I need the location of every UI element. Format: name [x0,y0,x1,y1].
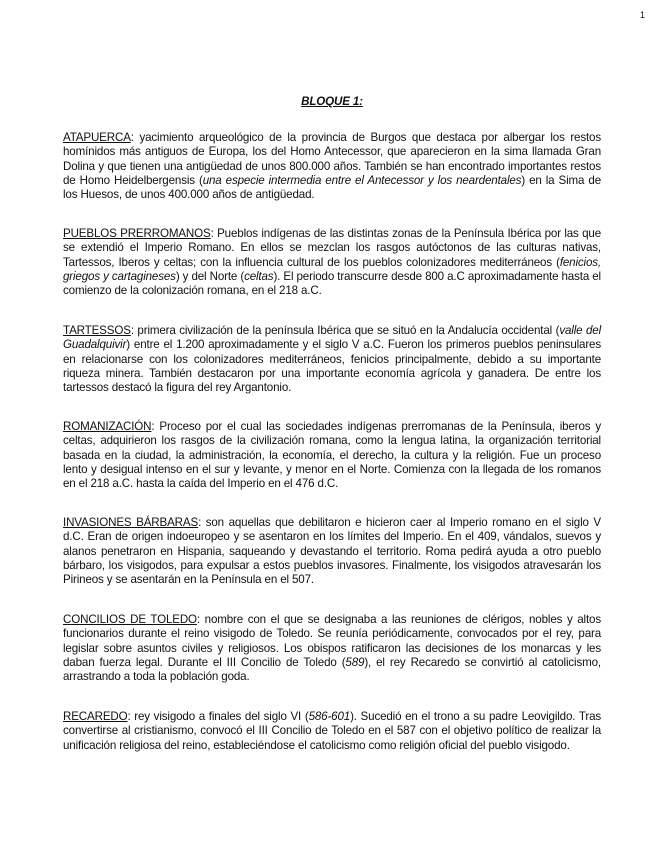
entry-italic-text: valle del Guadalquivir [63,324,601,352]
page-title: BLOQUE 1: [301,95,363,108]
entry-text: ), el rey Recaredo se convirtió al catolicismo, arrastrando a toda la población goda. [63,655,602,684]
entry-italic-text: celtas [244,269,274,283]
entry-tartessos [63,324,601,395]
entry-term: RECAREDO [63,710,128,723]
entry-italic-text: una especie intermedia entre el Antecessor y los neardentales [202,173,522,187]
entry-italic-text: 586-601 [308,710,351,723]
entry-text: ) y del Norte ( [175,269,245,283]
entry-text: ). Sucedió en el trono a su padre Leovigildo. Tras convertirse al cristianismo, convocó el III Concilio de Toledo en el 587 con el objetivo político de realizar la unificación religiosa del reino, estableciéndose el catolicismo como religión oficial del pueblo visigodo. [63,710,602,752]
page-number: 1 [640,10,645,20]
entry-invasiones-barbaras [63,516,601,587]
entry-term: TARTESSOS [63,324,131,337]
entry-term: ATAPUERCA [63,131,131,144]
entry-text: : rey visigodo a finales del siglo VI ( [127,710,309,723]
entry-italic-text: 589 [345,655,365,669]
entry-recaredo [63,710,601,753]
entry-italic-text: fenicios, griegos y cartagineses [63,255,601,283]
entry-term: ROMANIZACIÓN [63,420,152,433]
entry-text: : Pueblos indígenas de las distintas zonas de la Península Ibérica por las que se extendió el Imperio Romano. En ellos se mezclan los rasgos autóctonos de las culturas nativas, Tartessos, Iberos y celtas; con la influencia cultural de los pueblos colonizadores mediterráneos ( [63,227,601,269]
entry-term: CONCILIOS DE TOLEDO [63,613,197,626]
entry-text: : yacimiento arqueológico de la provincia de Burgos que destaca por albergar los restos homínidos más antiguos de Europa, los del Homo Antecessor, que aparecieron en la sima llamada Gran Dolina y que tienen una antigüedad de unos 800.000 años. También se han encontrado importantes restos de Homo Heidelbergensis ( [63,131,601,187]
entry-text: ) entre el 1.200 aproximadamente y el siglo V a.C. Fueron los primeros pueblos peninsulares en relacionarse con los colonizadores mediterráneos, fenicios principalmente, debido a su importante riqueza minera. También destacaron por una importante economía agrícola y ganadera. De entre los tartessos destacó la figura del rey Argantonio. [63,338,601,395]
entry-text: : Proceso por el cual las sociedades indígenas prerromanas de la Península, iberos y celtas, adquirieron los rasgos de la civilización romana, como la lengua latina, la organización territorial basada en la ciudad, la administración, la economía, el derecho, la cultura y la religión. Fue un proceso lento y desigual intenso en el sur y levante, y menor en el Norte. Comienza con la llegada de los romanos en el 218 a.C. hasta la caída del Imperio en el 476 d.C. [63,420,601,491]
entry-term: PUEBLOS PRERROMANOS [63,227,211,240]
entry-romanizacion [63,420,601,491]
entry-text: : son aquellas que debilitaron e hicieron caer al Imperio romano en el siglo V d.C. Eran de origen indoeuropeo y se asentaron en los límites del Imperio. En el 409, vándalos, suevos y alanos penetraron en Hispania, saqueando y devastando el territorio. Roma pedirá ayuda a otro pueblo bárbaro, los visigodos, para expulsar a estos pueblos invasores. Finalmente, los visigodos atravesarán los Pirineos y se asentarán en la Península en el 507. [63,516,601,587]
entry-concilios-de-toledo [63,613,601,684]
entry-pueblos-prerromanos [63,227,601,298]
entry-term: INVASIONES BÁRBARAS [63,516,199,529]
entry-text: ) en la Sima de los Huesos, de unos 400.000 años de antigüedad. [63,173,601,202]
entry-text: : primera civilización de la península Ibérica que se situó en la Andalucía occidental ( [130,324,560,337]
entry-atapuerca [63,131,601,202]
entry-text: ). El periodo transcurre desde 800 a.C aproximadamente hasta el comienzo de la colonización romana, en el 218 a.C. [63,269,601,298]
entry-text: : nombre con el que se designaba a las reuniones de clérigos, nobles y altos funcionarios durante el reino visigodo de Toledo. Se reunía periódicamente, convocados por el rey, para legislar sobre asuntos civiles y religiosos. Los obispos ratificaron las decisiones de los monarcas y les daban fuerza legal. Durante el III Concilio de Toledo ( [63,613,601,669]
